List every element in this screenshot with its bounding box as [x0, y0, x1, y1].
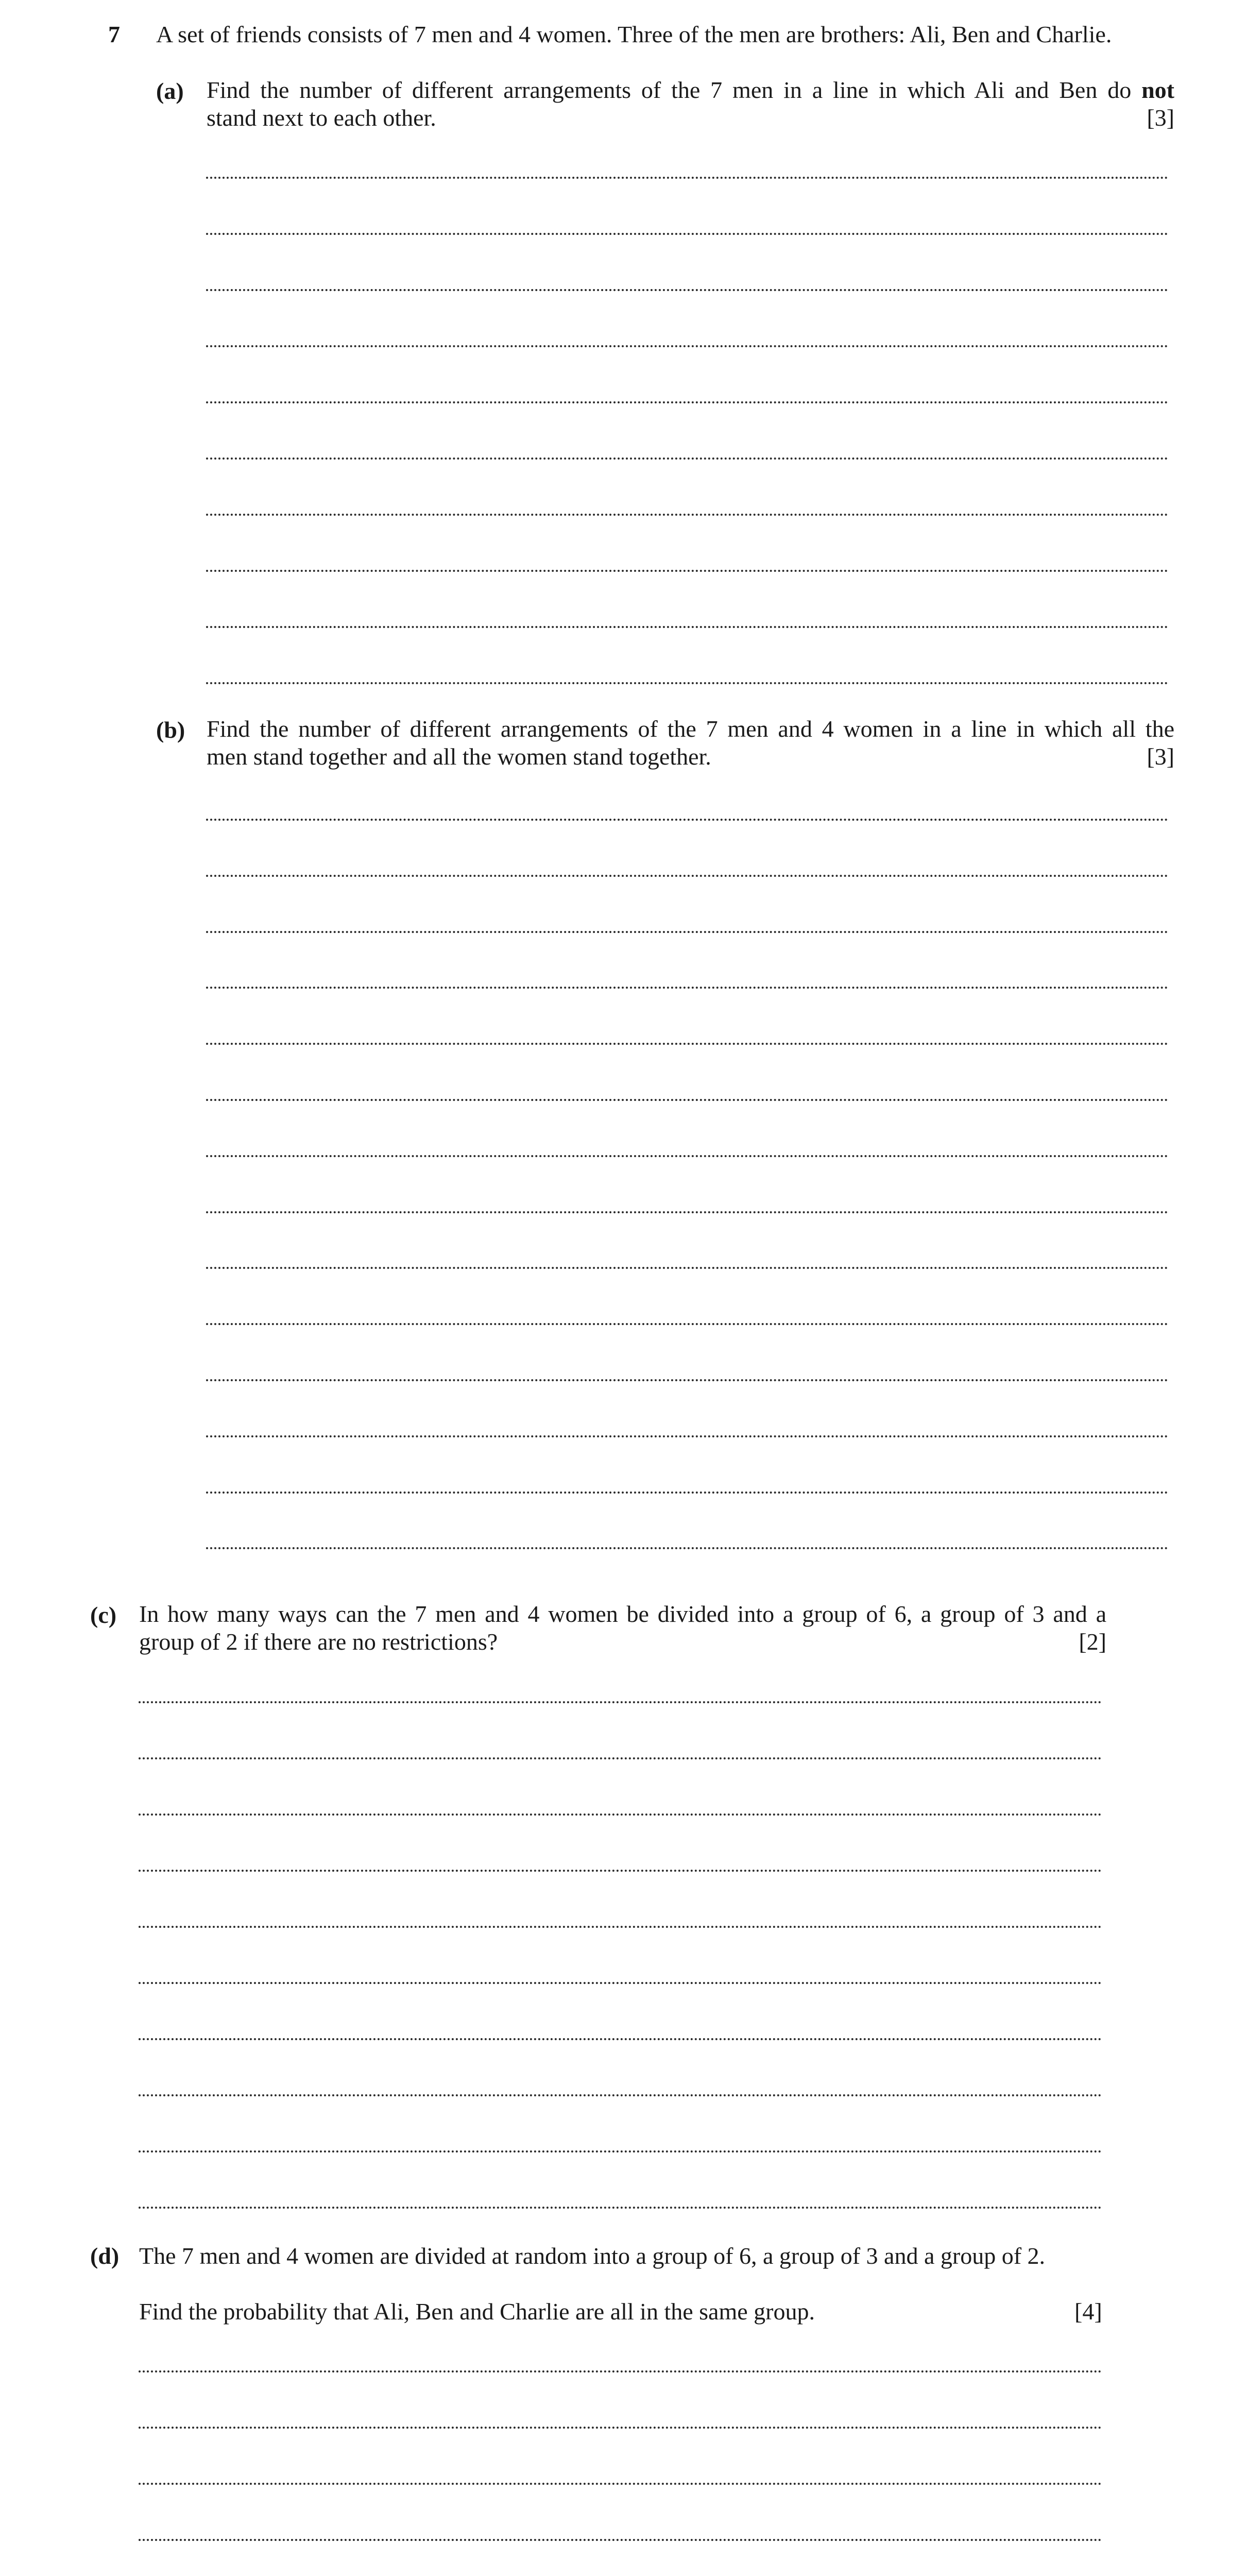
part-a-answer-line[interactable]	[206, 289, 1168, 291]
part-b-answer-line[interactable]	[206, 987, 1168, 989]
part-c-answer-line[interactable]	[139, 1870, 1102, 1872]
question-stem: A set of friends consists of 7 men and 4 women. Three of the men are brothers: Ali, Ben and Charlie.	[156, 21, 1112, 47]
part-a-answer-line[interactable]	[206, 401, 1168, 403]
part-c-answer-line[interactable]	[139, 1757, 1102, 1759]
part-b-label: (b)	[156, 717, 185, 743]
part-a-answer-line[interactable]	[206, 345, 1168, 347]
part-b-answer-line[interactable]	[206, 1043, 1168, 1045]
part-d-answer-line[interactable]	[139, 2370, 1102, 2372]
part-b-answer-line[interactable]	[206, 931, 1168, 933]
part-a-text	[207, 76, 1174, 132]
part-b-answer-line[interactable]	[206, 1435, 1168, 1437]
question-number: 7	[108, 21, 120, 47]
part-c-label: (c)	[90, 1602, 117, 1628]
part-d-answer-line[interactable]	[139, 2539, 1102, 2541]
part-a-answer-line[interactable]	[206, 626, 1168, 628]
part-c-answer-line[interactable]	[139, 2207, 1102, 2209]
part-b-answer-line[interactable]	[206, 1267, 1168, 1269]
part-a-answer-line[interactable]	[206, 233, 1168, 235]
part-b-marks: [3]	[1147, 743, 1174, 770]
part-a-answer-line[interactable]	[206, 682, 1168, 684]
part-a-line-1	[207, 76, 1174, 104]
part-a-marks: [3]	[1147, 105, 1174, 131]
part-c-line-2-text: group of 2 if there are no restrictions?	[139, 1629, 498, 1655]
part-a-line-2-text: stand next to each other.	[207, 105, 436, 131]
part-b-answer-line[interactable]	[206, 875, 1168, 877]
part-d-answer-line[interactable]	[139, 2483, 1102, 2485]
part-b-answer-line[interactable]	[206, 1547, 1168, 1549]
part-c-answer-line[interactable]	[139, 1982, 1102, 1984]
part-c-line-2	[139, 1628, 1106, 1656]
part-a-answer-line[interactable]	[206, 570, 1168, 572]
part-b-text	[207, 715, 1174, 771]
part-d-marks: [4]	[1074, 2298, 1102, 2325]
part-c-answer-line[interactable]	[139, 2094, 1102, 2096]
part-b-answer-line[interactable]	[206, 1379, 1168, 1381]
part-a-answer-line[interactable]	[206, 177, 1168, 179]
part-b-line-1: Find the number of different arrangements of the 7 men and 4 women in a line in which all the	[207, 716, 1174, 742]
part-a-line-2	[207, 104, 1174, 132]
part-d-label: (d)	[90, 2243, 120, 2269]
part-d-line-1: The 7 men and 4 women are divided at random into a group of 6, a group of 3 and a group of 2.	[139, 2243, 1046, 2269]
part-b-answer-line[interactable]	[206, 1323, 1168, 1325]
part-a-answer-line[interactable]	[206, 457, 1168, 460]
part-c-marks: [2]	[1079, 1629, 1106, 1655]
part-c-text	[139, 1600, 1106, 1656]
part-c-answer-line[interactable]	[139, 2038, 1102, 2040]
part-c-line-1: In how many ways can the 7 men and 4 women be divided into a group of 6, a group of 3 and a	[139, 1601, 1106, 1627]
part-b-answer-line[interactable]	[206, 1492, 1168, 1494]
part-d-answer-line[interactable]	[139, 2427, 1102, 2429]
part-d-line-2: Find the probability that Ali, Ben and Charlie are all in the same group.	[139, 2298, 815, 2325]
part-b-answer-line[interactable]	[206, 819, 1168, 821]
part-b-line-2	[207, 743, 1174, 771]
part-b-line-2-text: men stand together and all the women stand together.	[207, 743, 711, 770]
part-b-answer-line[interactable]	[206, 1099, 1168, 1101]
part-c-answer-line[interactable]	[139, 1701, 1102, 1703]
part-b-answer-line[interactable]	[206, 1211, 1168, 1213]
part-a-answer-line[interactable]	[206, 514, 1168, 516]
part-a-line-1-text: Find the number of different arrangements of the 7 men in a line in which Ali and Ben do	[207, 77, 1132, 103]
part-c-answer-line[interactable]	[139, 1814, 1102, 1816]
part-a-emphasis: not	[1141, 77, 1174, 103]
part-c-answer-line[interactable]	[139, 2150, 1102, 2153]
part-b-answer-line[interactable]	[206, 1155, 1168, 1157]
part-a-label: (a)	[156, 78, 184, 104]
part-c-answer-line[interactable]	[139, 1926, 1102, 1928]
